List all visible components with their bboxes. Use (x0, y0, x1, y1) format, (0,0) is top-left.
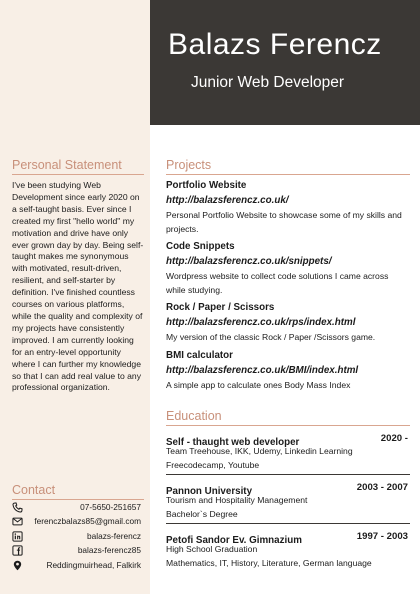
education-item (166, 481, 410, 524)
project-description: My version of the classic Rock / Paper /Scissors game. (166, 332, 376, 342)
contact-facebook[interactable] (12, 544, 144, 557)
section-divider (12, 174, 144, 175)
contact-phone-text: 07-5650-251657 (80, 502, 141, 512)
contact-linkedin-text[interactable]: balazs-ferencz (87, 530, 141, 541)
education-detail: Mathematics, IT, History, Literature, German language (166, 557, 372, 568)
contact-section (12, 483, 144, 572)
header (150, 0, 420, 125)
contact-title: Contact (12, 483, 56, 497)
education-years: 2020 - (380, 433, 408, 444)
candidate-role: Junior Web Developer (191, 74, 345, 91)
project-link[interactable]: http://balazsferencz.co.uk/snippets/ (166, 256, 332, 267)
project-item (166, 350, 410, 393)
education-detail: High School Graduation (166, 544, 258, 555)
contact-linkedin[interactable] (12, 530, 144, 543)
education-detail: Freecodecamp, Youtube (166, 459, 260, 470)
phone-icon (12, 502, 23, 513)
project-description: A simple app to calculate ones Body Mass Index (166, 379, 351, 390)
education-title-text: Petofi Sandor Ev. Gimnazium (166, 535, 302, 547)
project-description: Personal Portfolio Website to showcase some of my skills and projects. (166, 210, 402, 234)
education-title-text: Self - thaught web developer (166, 437, 300, 448)
project-title: BMI calculator (166, 349, 233, 361)
linkedin-icon (12, 531, 23, 542)
project-link[interactable]: http://balazsferencz.co.uk/BMI/index.html (166, 364, 359, 376)
project-item (166, 241, 410, 297)
location-icon (12, 560, 23, 571)
education-divider (166, 474, 410, 475)
education-item (166, 530, 410, 570)
education-years: 1997 - 2003 (356, 531, 408, 543)
project-title: Code Snippets (166, 241, 235, 252)
education-detail: Bachelor`s Degree (166, 508, 238, 519)
candidate-name: Balazs Ferencz (168, 28, 382, 61)
education-title: Education (166, 409, 222, 423)
contact-phone (12, 501, 144, 514)
project-item (166, 302, 410, 345)
education-title-text: Pannon University (166, 486, 253, 498)
project-title: Rock / Paper / Scissors (166, 302, 275, 313)
facebook-icon (12, 545, 23, 556)
personal-statement-section (12, 158, 144, 394)
contact-facebook-text[interactable]: balazs-ferencz85 (77, 545, 141, 556)
project-title: Portfolio Website (166, 180, 247, 191)
projects-title: Projects (166, 158, 212, 172)
email-icon (12, 516, 23, 527)
contact-location (12, 559, 144, 572)
section-divider (12, 499, 144, 500)
contact-email[interactable] (12, 515, 144, 528)
projects-section (166, 158, 410, 392)
project-description: Wordpress website to collect code solutions I came across while studying. (166, 271, 389, 295)
education-years: 2003 - 2007 (356, 482, 408, 494)
education-item (166, 432, 410, 475)
project-link[interactable]: http://balazsferencz.co.uk/ (166, 195, 289, 206)
personal-statement-title: Personal Statement (12, 158, 122, 172)
contact-email-text[interactable]: ferenczbalazs85@gmail.com (34, 516, 141, 527)
education-detail: Tourism and Hospitality Management (166, 495, 308, 506)
section-divider (166, 174, 410, 175)
project-link[interactable]: http://balazsferencz.co.uk/rps/index.html (166, 317, 356, 328)
contact-location-text: Reddingmuirhead, Falkirk (46, 559, 141, 570)
section-divider (166, 425, 410, 426)
education-section (166, 409, 410, 571)
project-item (166, 180, 410, 236)
personal-statement-text: I've been studying Web Development since early 2020 on a self-taught basis. Ever since I created my first "hello world" my motivation and drive have only ever grown day by day. Being self-taught makes me synonymous with motivated, result-driven, resilient, and self-starter by definition. I've finished countless courses on various platforms, while the quality and complexity of my projects have consistently improved. I am currently looking for an entry-level opportunity where I can further my knowledge so that I can add real value to any professional organization. (12, 180, 144, 393)
education-divider (166, 523, 410, 524)
education-detail: Team Treehouse, IKK, Udemy, Linkedin Learning (166, 446, 353, 456)
